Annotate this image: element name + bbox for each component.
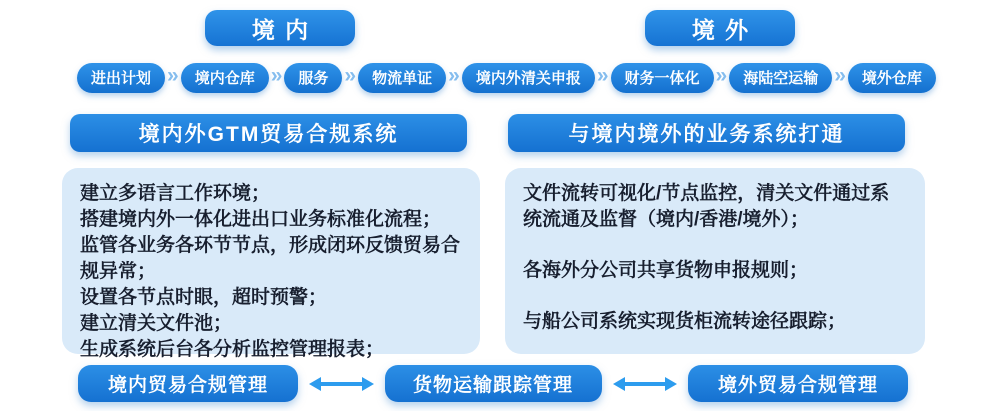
chevron-right-icon: » [715,64,728,87]
process-flow-row [77,62,922,93]
double-arrow-icon [616,382,675,386]
flow-step-customs-declaration: 境内外清关申报 [462,63,595,93]
chevron-right-icon: » [270,64,283,87]
flow-step-service: 服务 [284,63,342,93]
chevron-right-icon: » [448,64,460,87]
feature-line: 设置各节点时眼，超时预警； [80,287,328,308]
feature-line: 建立多语言工作环境； [80,183,271,204]
feature-paragraph: 文件流转可视化/节点监控，清关文件通过系统流通及监督（境内/香港/境外）； [523,183,890,230]
feature-paragraph: 各海外分公司共享货物申报规则； [523,260,809,281]
feature-paragraph: 与船公司系统实现货柜流转途径跟踪； [523,311,847,332]
business-system-feature-box [505,168,925,354]
overseas-trade-compliance-pill: 境外贸易合规管理 [688,365,908,402]
feature-line: 监管各业务各环节节点，形成闭环反馈贸易合规异常； [80,235,461,282]
chevron-right-icon: » [596,64,609,87]
cargo-transport-tracking-pill: 货物运输跟踪管理 [385,365,602,402]
flow-step-domestic-warehouse: 境内仓库 [181,63,269,93]
chevron-right-icon: » [834,64,846,87]
gtm-system-feature-box [62,168,480,360]
flow-step-import-export-plan: 进出计划 [77,63,165,93]
chevron-right-icon: » [167,64,179,87]
flow-step-finance-integration: 财务一体化 [611,63,714,93]
feature-line: 生成系统后台各分析监控管理报表； [80,339,385,360]
chevron-right-icon: » [344,64,357,87]
flow-step-sea-land-air-transport: 海陆空运输 [729,63,832,93]
flow-step-overseas-warehouse: 境外仓库 [848,63,936,93]
overseas-region-pill: 境外 [645,10,795,46]
flow-step-logistics-documents: 物流单证 [358,63,446,93]
domestic-region-pill: 境内 [205,10,355,46]
management-modules-row [78,365,908,402]
business-system-link-header-banner: 与境内境外的业务系统打通 [508,114,905,152]
gtm-system-header-banner: 境内外GTM贸易合规系统 [70,114,467,152]
feature-line: 搭建境内外一体化进出口业务标准化流程； [80,209,442,230]
feature-line: 建立清关文件池； [80,313,233,334]
double-arrow-icon [312,382,371,386]
domestic-trade-compliance-pill: 境内贸易合规管理 [78,365,298,402]
